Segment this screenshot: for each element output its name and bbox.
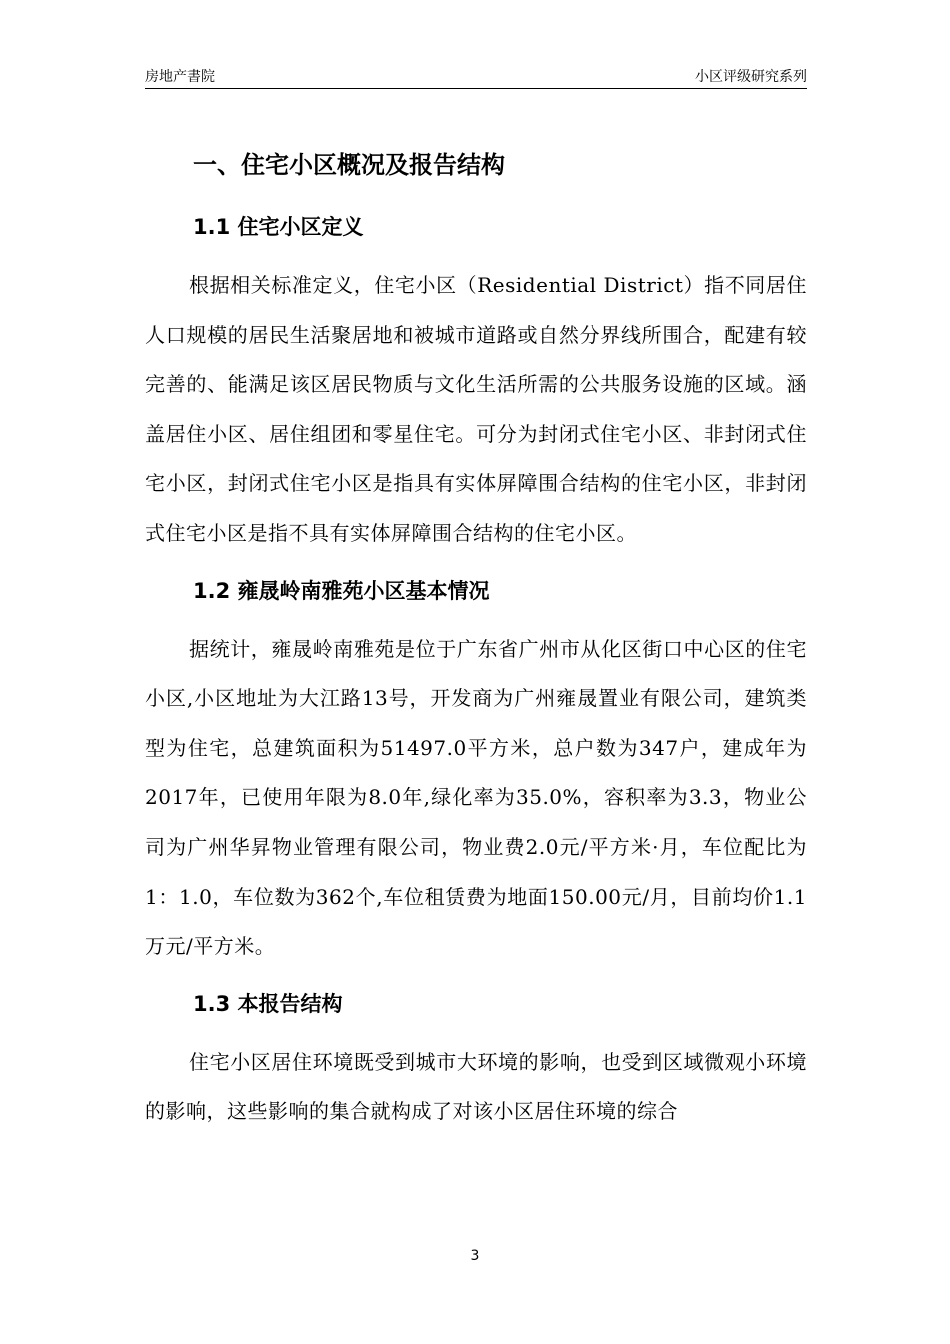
page-header bbox=[145, 66, 807, 89]
section-paragraph-1-3: 住宅小区居住环境既受到城市大环境的影响，也受到区域微观小环境的影响，这些影响的集合就构成了对该小区居住环境的综合 bbox=[145, 1049, 807, 1124]
page-content bbox=[145, 140, 807, 1137]
section-heading-1-1: 1.1 住宅小区定义 bbox=[193, 215, 364, 239]
section-paragraph-1-2: 据统计，雍晟岭南雅苑是位于广东省广州市从化区街口中心区的住宅小区,小区地址为大江路13号，开发商为广州雍晟置业有限公司，建筑类型为住宅，总建筑面积为51497.0平方米，总户数为347户，建成年为2017年，已使用年限为8.0年,绿化率为35.0%，容积率为3.3，物业公司为广州华昇物业管理有限公司，物业费2.0元/平方米·月，车位配比为1：1.0，车位数为362个,车位租赁费为地面150.00元/月，目前均价1.1万元/平方米。 bbox=[145, 636, 807, 959]
section-paragraph-1-1: 根据相关标准定义，住宅小区（Residential District）指不同居住人口规模的居民生活聚居地和被城市道路或自然分界线所围合，配建有较完善的、能满足该区居民物质与文化生活所需的公共服务设施的区域。涵盖居住小区、居住组团和零星住宅。可分为封闭式住宅小区、非封闭式住宅小区，封闭式住宅小区是指具有实体屏障围合结构的住宅小区，非封闭式住宅小区是指不具有实体屏障围合结构的住宅小区。 bbox=[145, 273, 807, 545]
header-series-title: 小区评级研究系列 bbox=[695, 69, 807, 85]
header-publisher: 房地产書院 bbox=[145, 69, 215, 85]
section-heading-1-2: 1.2 雍晟岭南雅苑小区基本情况 bbox=[193, 578, 490, 603]
section-heading-1-3: 1.3 本报告结构 bbox=[193, 991, 343, 1016]
chapter-title: 一、住宅小区概况及报告结构 bbox=[193, 151, 505, 179]
page-number: 3 bbox=[470, 1248, 480, 1264]
